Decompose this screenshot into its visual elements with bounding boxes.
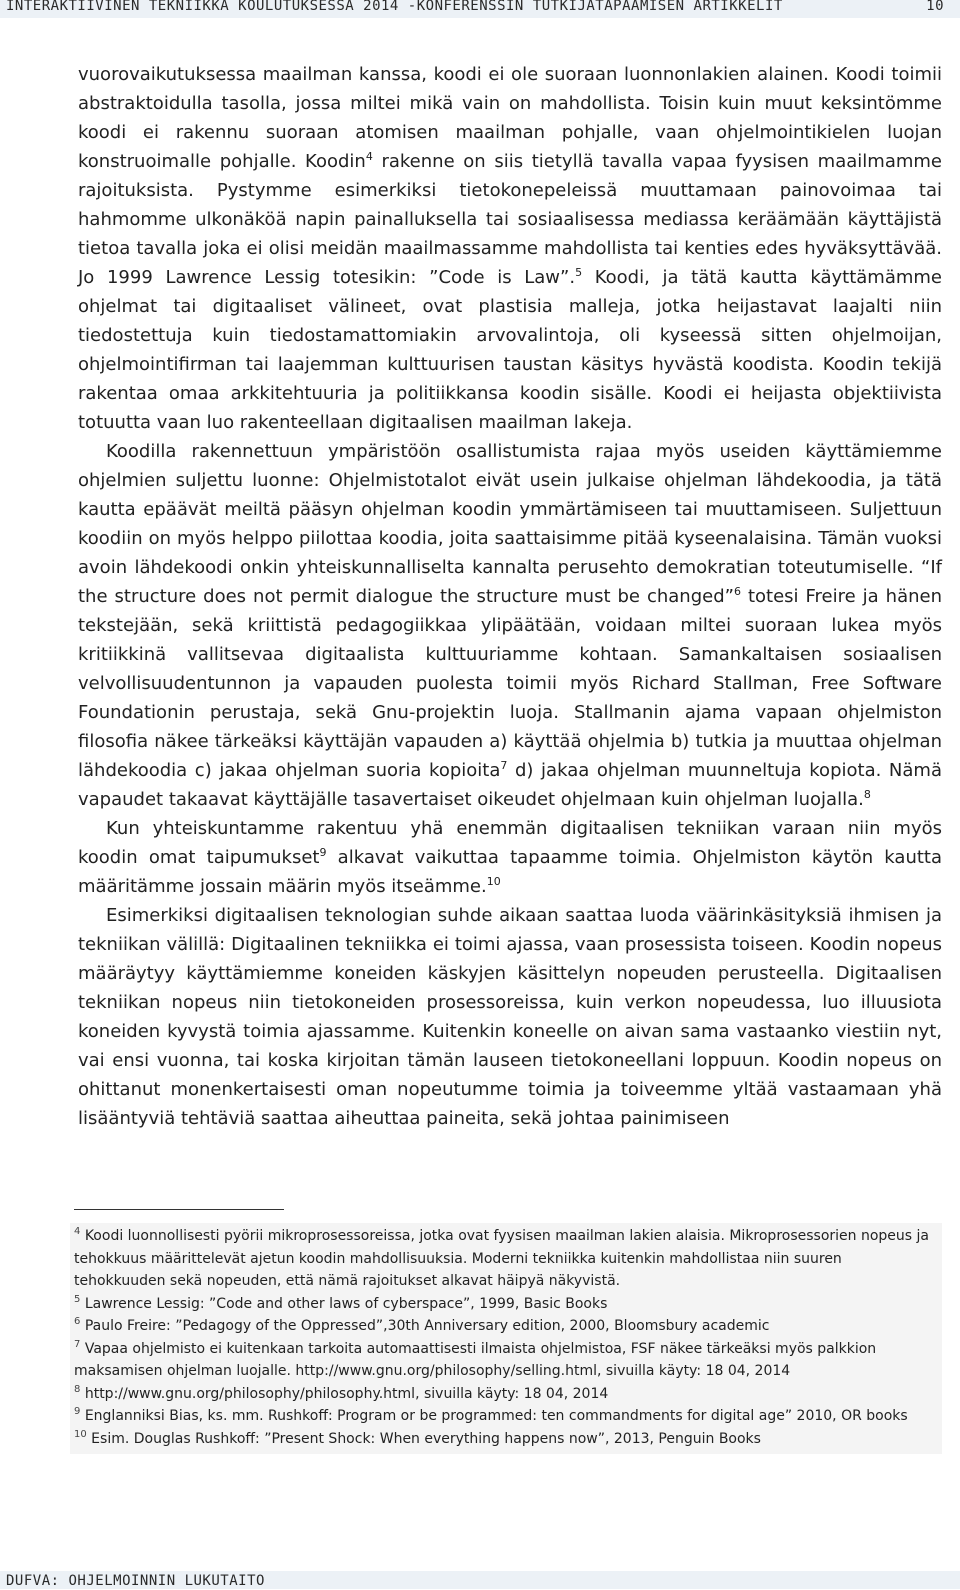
footnote-ref-8[interactable]: 8 [863,788,871,801]
footnote-text: Englanniksi Bias, ks. mm. Rushkoff: Program or be programmed: ten commandments for digital age” 2010, OR books [80,1408,908,1424]
running-footer [0,1571,960,1589]
footnote-9 [74,1405,936,1428]
paragraph-2-part-c: d) jakaa ohjelman muunneltuja kopiota. Nämä vapaudet takaavat käyttäjälle tasavertaiset oikeudet ohjelmaan kuin ohjelman luojalla. [78,760,942,810]
page-number: 10 [926,0,944,14]
footnote-text: Paulo Freire: ”Pedagogy of the Oppressed”,30th Anniversary edition, 2000, Bloomsbury academic [80,1318,770,1334]
footnote-number: 8 [74,1383,81,1395]
footnote-separator [74,1209,284,1210]
footnote-ref-5[interactable]: 5 [575,266,583,279]
footnote-ref-4[interactable]: 4 [365,150,373,163]
header-title: INTERAKTIIVINEN TEKNIIKKA KOULUTUKSESSA 2014 -KONFERENSSIN TUTKIJATAPAAMISEN ARTIKKELIT [6,0,783,14]
footnote-text: http://www.gnu.org/philosophy/philosophy.html, sivuilla käyty: 18 04, 2014 [80,1385,609,1402]
footnote-ref-10[interactable]: 10 [486,875,501,888]
footnote-4 [74,1225,936,1293]
footnote-6 [74,1315,936,1338]
footnote-ref-9[interactable]: 9 [319,846,327,859]
paragraph-1-part-b: rakenne on siis tietyllä tavalla vapaa fyysisen maailmamme rajoituksista. Pystymme esimerkiksi tietokonepeleissä muuttamaan painovoimaa tai hahmomme ulkonäköä napin painalluksella tai sosiaalisessa mediassa keräämään käyttäjistä tietoa tavalla joka ei olisi meidän maailmassamme mahdollista tai kenties edes hyväksyttävää. Jo 1999 Lawrence Lessig totesikin: ”Code is Law”. [78,151,942,288]
paragraph-1-part-a: vuorovaikutuksessa maailman kanssa, koodi ei ole suoraan luonnonlakien alainen. Koodi toimii abstraktoidulla tasolla, jossa miltei mikä vain on mahdollista. Toisin kuin muut keksintömme koodi ei rakennu suoraan atomisen maailman pohjalle, vaan ohjelmointikielen luojan konstruoimalle pohjalle. Koodin [78,64,942,172]
footnote-ref-7[interactable]: 7 [500,759,508,772]
paragraph-4: Esimerkiksi digitaalisen teknologian suhde aikaan saattaa luoda väärinkäsityksiä ihmisen ja tekniikan välillä: Digitaalinen tekniikka ei toimi ajassa, vaan prosessista toiseen. Koodin nopeus määräytyy käyttämiemme koneiden käskyjen käsittelyn nopeuden perusteella. Digitaalisen tekniikan nopeus niin tietokoneiden prosessoreissa, kuin verkon nopeudessa, luo illuusiota koneiden kyvystä toimia ajassamme. Kuitenkin koneelle on aivan sama vastaanko viestiin nyt, vai ensi vuonna, tai koska kirjoitan tämän lauseen tietokoneellani loppuun. Koodin nopeus on ohittanut monenkertaisesti oman nopeutumme toimia ja toiveemme yltää vastaamaan yhä lisääntyviä tehtäviä saattaa aiheuttaa paineita, sekä johtaa painimiseen [78,905,942,1129]
footnotes-section [70,1223,942,1454]
paragraph-1 [78,60,942,437]
running-header [0,0,960,18]
paragraph-2-part-b: totesi Freire ja hänen tekstejään, sekä kriittistä pedagogiikkaa ylipäätään, voidaan miltei suoraan lukea myös kritiikkinä vallitsevaa digitaalista kulttuuriamme kohtaan. Samankaltaisen sosiaalisen velvollisuudentunnon ja vapauden puolesta toimii myös Richard Stallman, Free Software Foundationin perustaja, sekä Gnu-projektin luoja. Stallmanin ajama vapaan ohjelmiston filosofia näkee tärkeäksi käyttäjän vapauden a) käyttää ohjelmia b) tutkia ja muuttaa ohjelman lähdekoodia c) jakaa ohjelman suoria kopioita [78,586,942,781]
footnote-number: 7 [74,1338,81,1350]
footnote-text: Lawrence Lessig: ”Code and other laws of cyberspace”, 1999, Basic Books [80,1295,608,1312]
paragraph-3 [78,814,942,901]
footnote-text: Koodi luonnollisesti pyörii mikroprosessoreissa, jotka ovat fyysisen maailman lakien alaisia. Mikroprosessorien nopeus ja tehokkuus määrittelevät ajetun koodin mahdollisuuksia. Moderni tekniikka kuitenkin mahdollistaa niin suuren tehokkuuden sekä nopeuden, että nämä rajoitukset alkavat häipyä näkyvistä. [74,1228,930,1289]
footnote-number: 4 [74,1226,81,1237]
footnote-number: 9 [74,1406,81,1417]
footnote-10 [74,1428,936,1451]
paragraph-1-part-c: Koodi, ja tätä kautta käyttämämme ohjelmat tai digitaaliset välineet, ovat plastisia malleja, jotka heijastavat laajalti niin tiedostettuja kuin tiedostamattomiakin arvovalintoja, oli kyseessä sitten ohjelmoijan, ohjelmointifirman tai laajemman kulttuurisen taustan käsitys hyvästä koodista. Koodin tekijä rakentaa omaa arkkitehtuuria ja politiikkansa koodin sisälle. Koodi ei heijasta objektiivista totuutta vaan luo rakenteellaan digitaalisen maailman lakeja. [78,267,942,433]
footnote-5 [74,1293,936,1316]
footnote-text: Vapaa ohjelmisto ei kuitenkaan tarkoita automaattisesti ilmaista ohjelmistoa, FSF näkee tärkeäksi myös palkkion maksamisen ohjelman luojalle. http://www.gnu.org/philosophy/selling.html, sivuilla käyty: 18 04, 2014 [74,1340,877,1379]
footnote-text: Esim. Douglas Rushkoff: ”Present Shock: When everything happens now”, 2013, Penguin Books [86,1430,761,1447]
footnote-number: 5 [74,1293,81,1305]
footnote-8 [74,1383,936,1406]
footnote-ref-6[interactable]: 6 [733,585,741,598]
article-body [78,60,942,1133]
footer-author-title: DUFVA: OHJELMOINNIN LUKUTAITO [6,1573,265,1589]
paragraph-3-part-a: Kun yhteiskuntamme rakentuu yhä enemmän digitaalisen tekniikan varaan niin myös koodin omat taipumukset [78,818,942,868]
footnote-7 [74,1338,936,1383]
paragraph-2-part-a: Koodilla rakennettuun ympäristöön osallistumista rajaa myös useiden käyttämiemme ohjelmien suljettu luonne: Ohjelmistotalot eivät usein julkaise ohjelman lähdekoodia, ja tätä kautta epäävät meiltä pääsyn ohjelman koodin ymmärtämiseen tai muuttamiseen. Suljettuun koodiin on myös helppo piilottaa koodia, joita saattaisimme pitää kyseenalaisina. Tämän vuoksi avoin lähdekoodi onkin yhteiskunnalliselta kannalta perusehto demokratian toteutumiselle. “If the structure does not permit dialogue the structure must be changed” [78,441,942,607]
footnote-number: 10 [74,1428,87,1440]
paragraph-3-part-b: alkavat vaikuttaa tapaamme toimia. Ohjelmiston käytön kautta määritämme jossain määrin myös itseämme. [78,847,942,897]
paragraph-2 [78,437,942,814]
footnote-number: 6 [74,1316,81,1327]
